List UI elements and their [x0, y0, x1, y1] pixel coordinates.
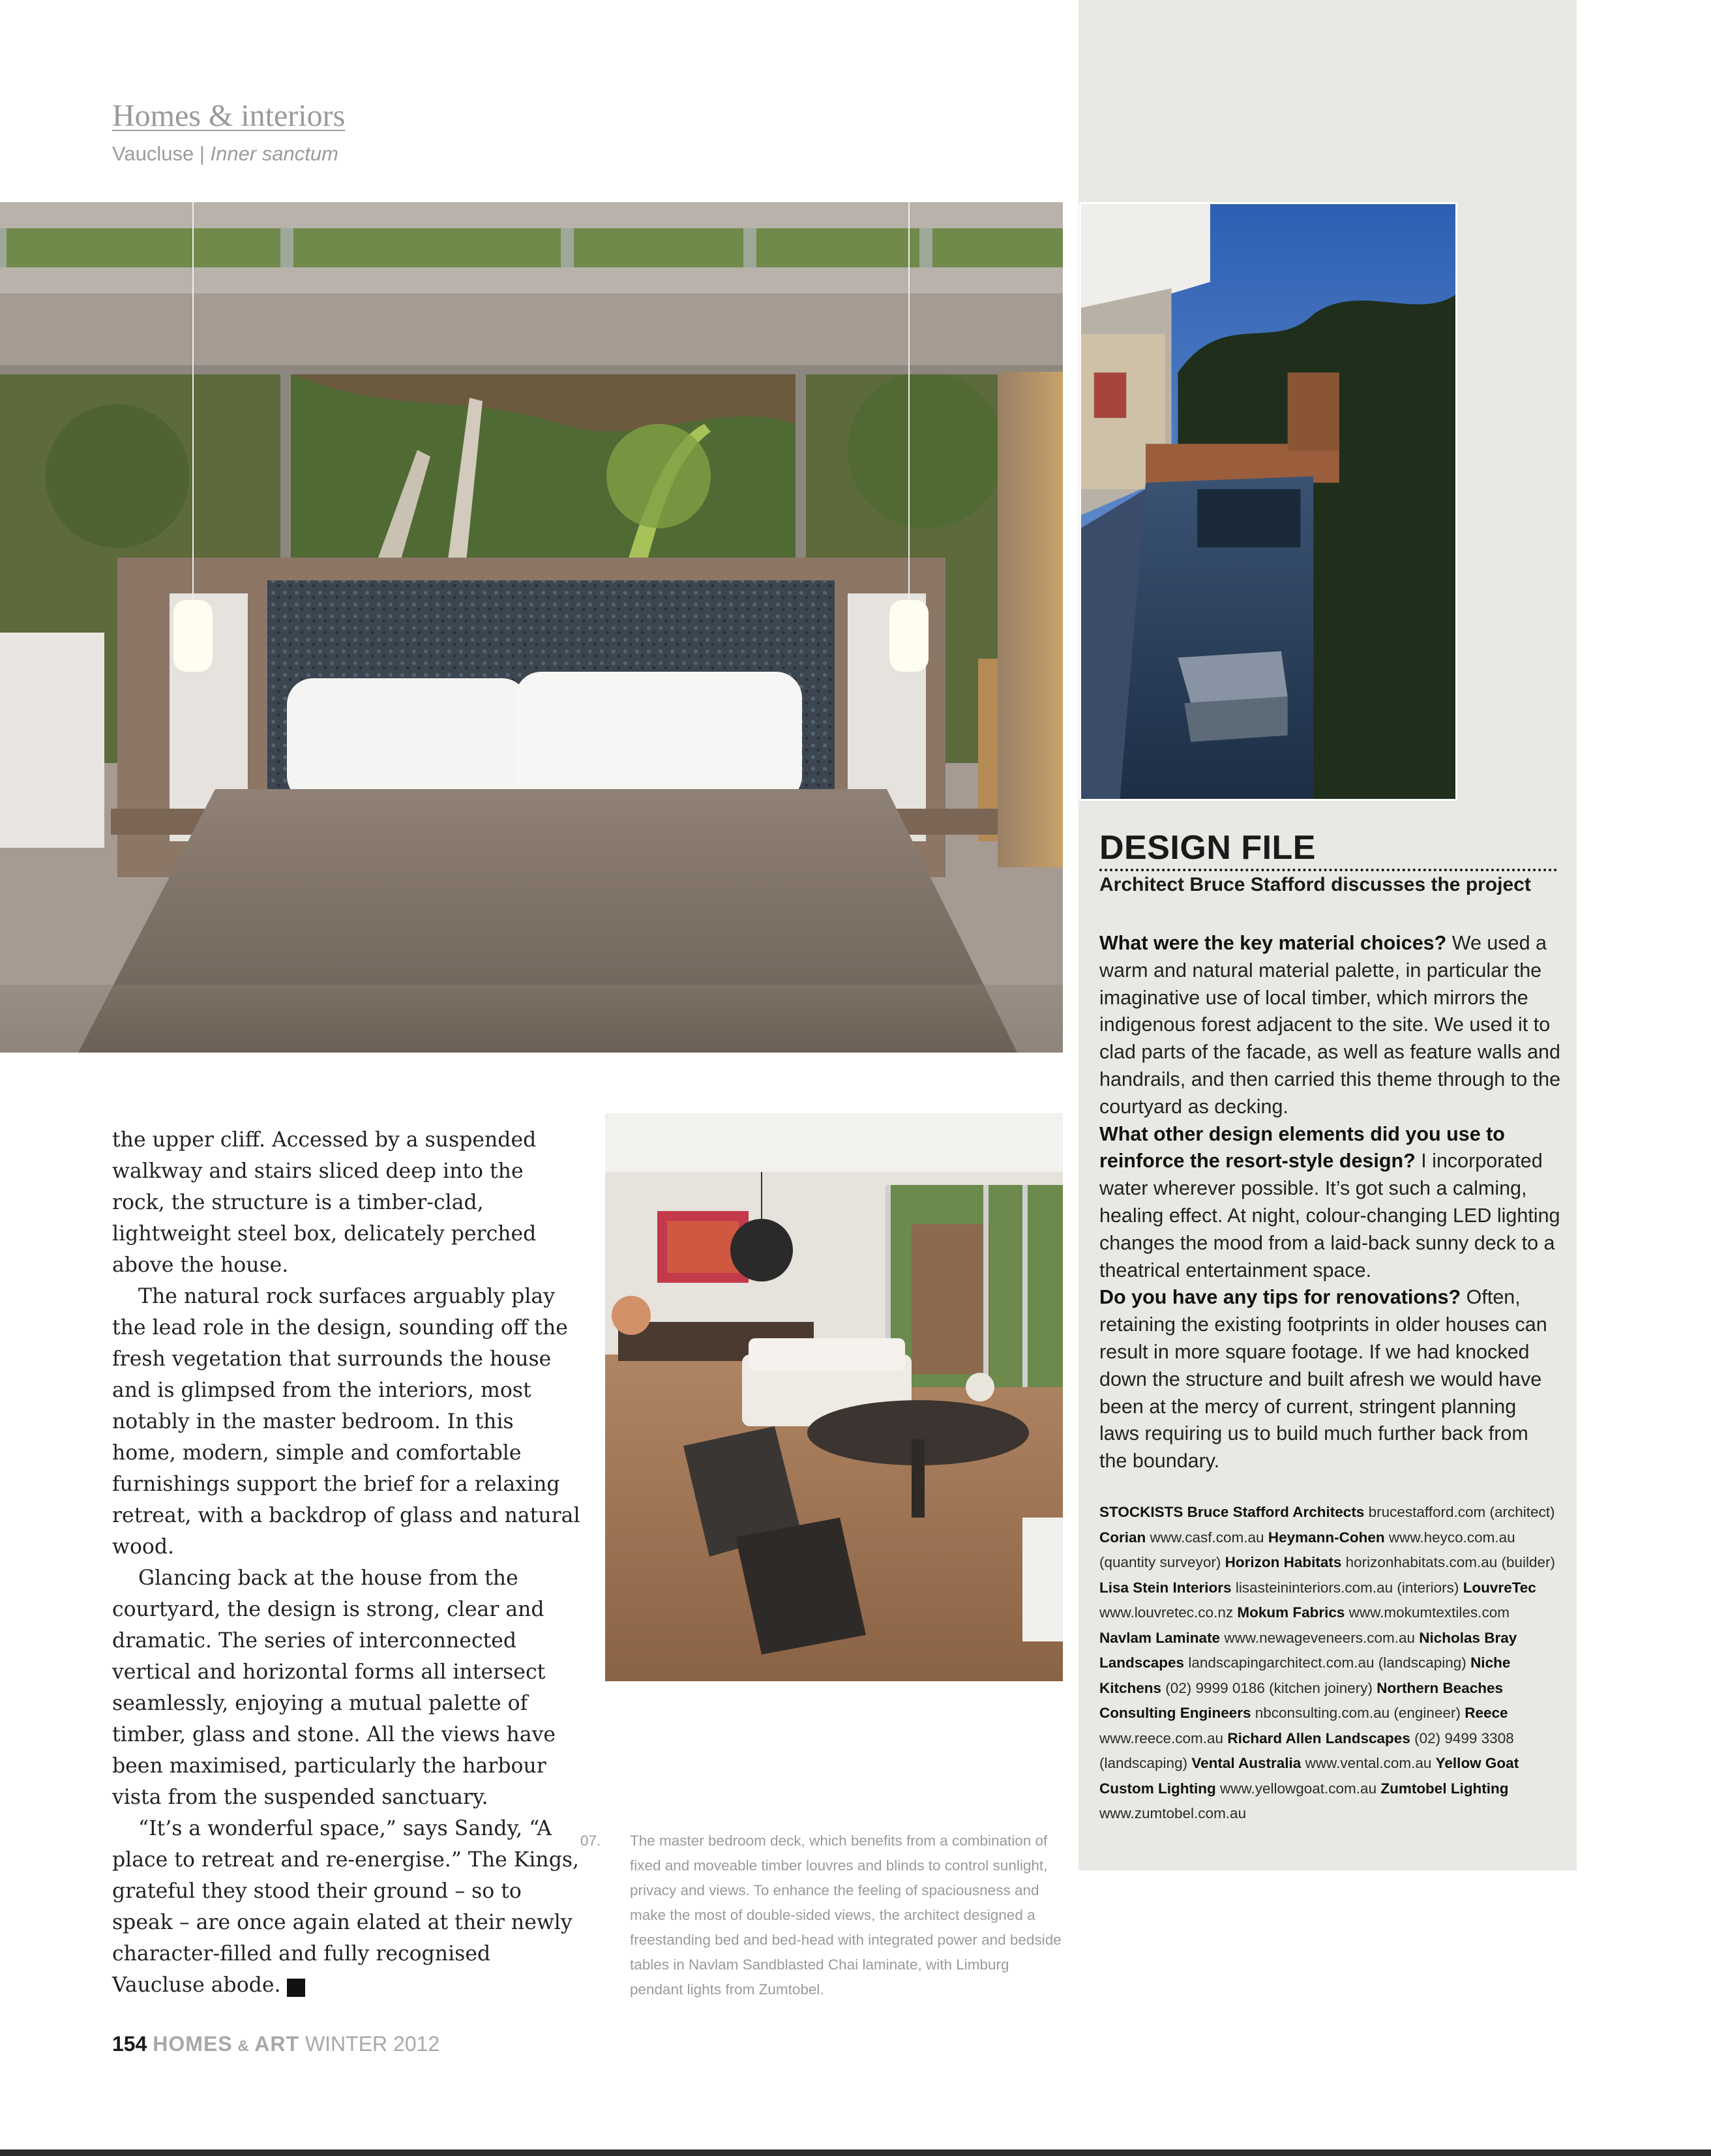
stockist-info: landscapingarchitect.com.au (landscaping)	[1184, 1654, 1471, 1671]
body-paragraph-text: “It’s a wonderful space,” says Sandy, “A place to retreat and re-energise.” The Kings, grateful they stood their ground – so to speak – are once again elated at their newly character-filled and fully recognised Vaucluse abode.	[112, 1817, 580, 1997]
stockist-name: Reece	[1465, 1705, 1508, 1721]
stockist-info: www.zumtobel.com.au	[1099, 1805, 1247, 1821]
stockist-info: www.reece.com.au	[1099, 1729, 1228, 1746]
stockist-name: Northern Beaches Consulting Engineers	[1099, 1679, 1504, 1721]
answer: Often, retaining the existing footprints in older houses can result in more square footage. If we had knocked down the structure and built afresh we would have been at the mercy of current, stringent planning laws requiring us to build much further back from the boundary.	[1099, 1286, 1547, 1473]
story-subtitle	[112, 142, 338, 166]
stockist-name: Corian	[1099, 1529, 1146, 1546]
stockist-name: Richard Allen Landscapes	[1227, 1729, 1410, 1746]
caption-number: 07.	[580, 1833, 601, 1849]
stockist-info: www.louvretec.co.nz	[1099, 1604, 1238, 1621]
stockist-name: Mokum Fabrics	[1237, 1604, 1345, 1621]
stockist-name: Navlam Laminate	[1099, 1629, 1221, 1646]
stockist-info: www.heyco.com.au (quantity surveyor)	[1099, 1529, 1515, 1570]
stockist-info: (02) 9999 0186 (kitchen joinery)	[1161, 1679, 1377, 1696]
stockist-name: Zumtobel Lighting	[1380, 1780, 1509, 1797]
end-mark-logo: h&a	[287, 1979, 305, 1997]
subtitle-separator: |	[194, 142, 211, 165]
answer: We used a warm and natural material palette, in particular the imaginative use of local timber, which mirrors the indigenous forest adjacent to the site. We used it to clad parts of the facade, as well as feature walls and handrails, and then carried this theme through to the courtyard as decking.	[1099, 932, 1561, 1118]
stockist-info: www.vental.com.au	[1301, 1755, 1436, 1771]
stockist-name: Nicholas Bray Landscapes	[1099, 1629, 1517, 1671]
stockist-name: Yellow Goat Custom Lighting	[1099, 1755, 1519, 1797]
stockist-info: www.casf.com.au	[1146, 1529, 1268, 1546]
stockist-info: nbconsulting.com.au (engineer)	[1251, 1705, 1465, 1721]
page-folio	[112, 2032, 439, 2056]
stockist-name: Lisa Stein Interiors	[1099, 1579, 1232, 1596]
issue-label: WINTER 2012	[305, 2032, 440, 2056]
question: What were the key material choices?	[1099, 932, 1447, 954]
stockist-name: LouvreTec	[1463, 1579, 1536, 1596]
stockist-name: STOCKISTS Bruce Stafford Architects	[1099, 1504, 1365, 1520]
design-file-subtitle: Architect Bruce Stafford discusses the project	[1099, 874, 1531, 895]
stockists-list	[1099, 1500, 1561, 1827]
design-file-interview	[1099, 930, 1561, 1475]
caption-text: The master bedroom deck, which benefits from a combination of fixed and moveable timber louvres and blinds to control sunlight, privacy and views. To enhance the feeling of spaciousness and make the most of double-sided views, the architect designed a freestanding bed and bed-head with integrated power and bedside tables in Navlam Sandblasted Chai laminate, with Limburg pendant lights from Zumtobel.	[630, 1833, 1062, 1998]
magazine-name-part: HOMES	[153, 2032, 233, 2056]
stockist-name: Niche Kitchens	[1099, 1654, 1511, 1696]
stockist-name: Horizon Habitats	[1225, 1554, 1342, 1570]
bottom-edge-bar	[0, 2149, 1711, 2156]
location-label: Vaucluse	[112, 142, 194, 165]
bedroom-photo	[0, 202, 1063, 1053]
section-title: Homes & interiors	[112, 98, 346, 133]
stockist-info: lisasteininteriors.com.au (interiors)	[1231, 1579, 1463, 1596]
stockist-info: www.yellowgoat.com.au	[1215, 1780, 1381, 1797]
living-room-photo	[605, 1113, 1063, 1681]
page-number: 154	[112, 2032, 147, 2056]
body-paragraph: Glancing back at the house from the courtyard, the design is strong, clear and dramatic. The series of interconnected vertical and horizontal forms all intersect seamlessly, enjoying a mutual palette of timber, glass and stone. All the views have been maximised, particularly the harbour vista from the suspended sanctuary.	[112, 1566, 556, 1809]
stockist-info: www.newageveneers.com.au	[1220, 1629, 1420, 1646]
photo-caption	[580, 1829, 1063, 2002]
body-paragraph: The natural rock surfaces arguably play the lead role in the design, sounding off the fresh vegetation that surrounds the house and is glimpsed from the interiors, most notably in the master bedroom. In this home, modern, simple and comfortable furnishings support the brief for a relaxing retreat, with a backdrop of glass and natural wood.	[112, 1285, 580, 1559]
magazine-name-part: ART	[254, 2032, 300, 2056]
magazine-ampersand: &	[232, 2037, 255, 2055]
stockist-info: (02) 9499 3308 (landscaping)	[1099, 1729, 1514, 1771]
stockist-info: www.mokumtextiles.com	[1345, 1604, 1510, 1621]
article-body	[112, 1124, 582, 2001]
stockist-info: horizonhabitats.com.au (builder)	[1341, 1554, 1556, 1570]
answer: I incorporated water wherever possible. It’s got such a calming, healing effect. At night, colour-changing LED lighting changes the mood from a laid-back sunny deck to a theatrical entertainment space.	[1099, 1150, 1560, 1281]
qa-item	[1099, 1121, 1561, 1285]
qa-item	[1099, 930, 1561, 1121]
stockist-name: Vental Australia	[1191, 1755, 1302, 1771]
body-paragraph: the upper cliff. Accessed by a suspended walkway and stairs sliced deep into the rock, the structure is a timber-clad, lightweight steel box, delicately perched above the house.	[112, 1128, 537, 1277]
qa-item	[1099, 1284, 1561, 1475]
question: Do you have any tips for renovations?	[1099, 1286, 1461, 1309]
dotted-divider	[1099, 869, 1557, 871]
stockist-name: Heymann-Cohen	[1268, 1529, 1385, 1546]
magazine-name	[153, 2032, 299, 2056]
design-file-title: DESIGN FILE	[1099, 829, 1316, 867]
question: What other design elements did you use to reinforce the resort-style design?	[1099, 1122, 1505, 1173]
courtyard-photo	[1079, 202, 1457, 801]
story-name: Inner sanctum	[210, 142, 338, 165]
stockist-info: brucestafford.com (architect)	[1364, 1504, 1555, 1520]
body-paragraph-final	[112, 1813, 582, 2001]
